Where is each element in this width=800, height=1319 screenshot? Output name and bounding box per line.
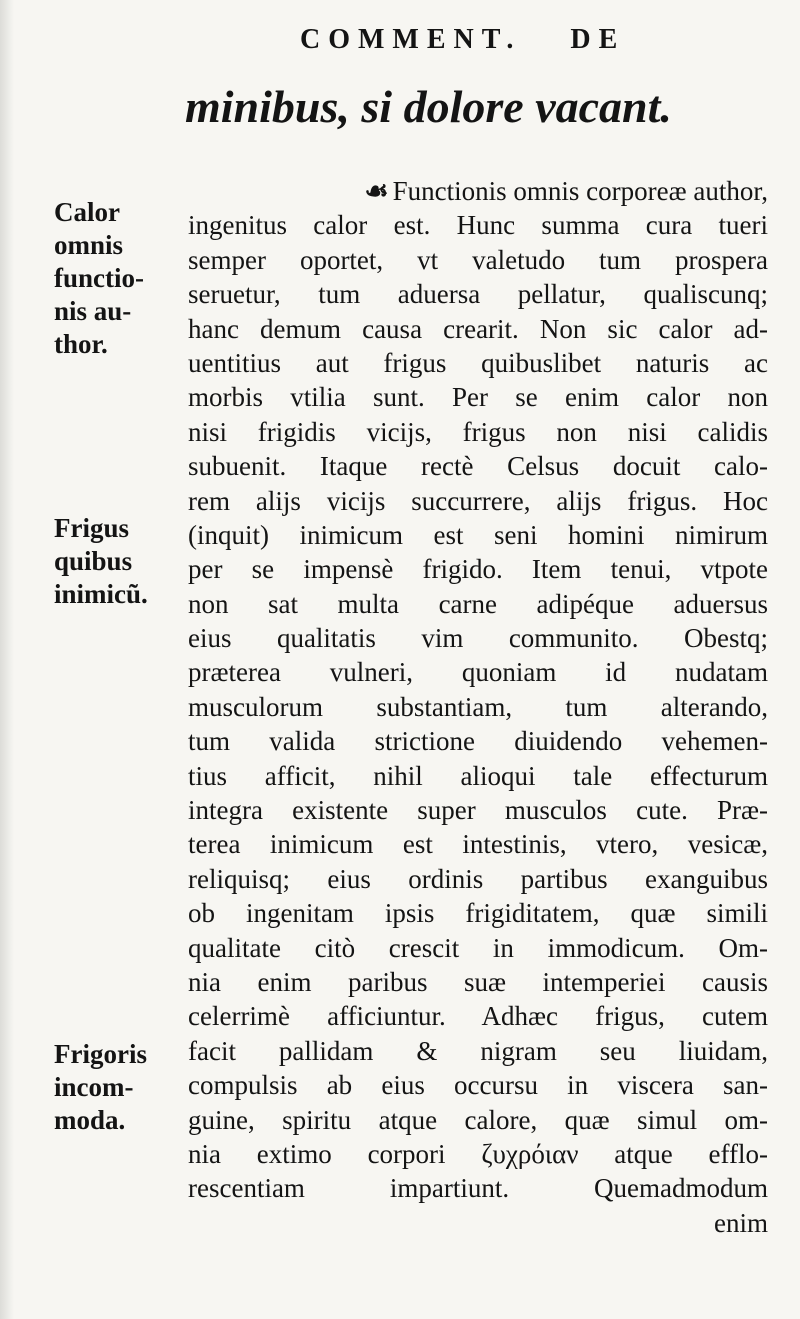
body-line: eius qualitatis vim communito. Obestq; xyxy=(188,623,768,654)
margin-note-line: omnis xyxy=(54,230,124,260)
margin-note-line: inimicũ. xyxy=(54,579,148,609)
running-head-catchword: DE xyxy=(570,24,626,55)
margin-note-line: incom- xyxy=(54,1072,134,1102)
body-line: hanc demum causa crearit. Non sic calor ad- xyxy=(188,313,768,344)
body-line: nisi frigidis vicijs, frigus non nisi calidis xyxy=(188,416,768,447)
body-line: facit pallidam & nigram seu liuidam, xyxy=(188,1035,768,1066)
page-title: minibus, si dolore vacant. xyxy=(185,81,672,132)
margin-note-frigus xyxy=(54,512,180,611)
body-line: rem alijs vicijs succurrere, alijs frigus. Hoc xyxy=(188,485,768,516)
body-line: per se impensè frigido. Item tenui, vtpote xyxy=(188,554,768,585)
body-text xyxy=(188,174,768,1240)
running-head-text: COMMENT. xyxy=(300,24,522,55)
body-line: semper oportet, vt valetudo tum prospera xyxy=(188,244,768,275)
fleuron-icon: ☙ xyxy=(364,176,389,206)
body-line: terea inimicum est intestinis, vtero, vesicæ, xyxy=(188,829,768,860)
body-line xyxy=(188,174,768,208)
body-line: nia extimo corpori ζυχρόιαν atque efflo- xyxy=(188,1138,768,1169)
body-line: præterea vulneri, quoniam id nudatam xyxy=(188,657,768,688)
margin-note-line: Calor xyxy=(54,197,120,227)
margin-note-frigoris xyxy=(54,1038,180,1137)
margin-note-line: moda. xyxy=(54,1105,126,1135)
margin-note-line: functio- xyxy=(54,263,144,293)
body-line: guine, spiritu atque calore, quæ simul om- xyxy=(188,1104,768,1135)
body-line: non sat multa carne adipéque aduersus xyxy=(188,588,768,619)
body-line: qualitate citò crescit in immodicum. Om- xyxy=(188,932,768,963)
margin-note-line: Frigoris xyxy=(54,1039,147,1069)
margin-note-line: Frigus xyxy=(54,513,130,543)
body-line: morbis vtilia sunt. Per se enim calor non xyxy=(188,382,768,413)
body-line: tum valida strictione diuidendo vehemen- xyxy=(188,726,768,757)
body-line: subuenit. Itaque rectè Celsus docuit calo- xyxy=(188,451,768,482)
body-line: celerrimè afficiuntur. Adhæc frigus, cutem xyxy=(188,1001,768,1032)
body-line: ingenitus calor est. Hunc summa cura tueri xyxy=(188,210,768,241)
body-line: seruetur, tum aduersa pellatur, qualiscunq; xyxy=(188,279,768,310)
body-line-text: Functionis omnis corporeæ author, xyxy=(392,176,768,206)
body-line: tius afficit, nihil alioqui tale effecturum xyxy=(188,760,768,791)
body-line: rescentiam impartiunt. Quemadmodum xyxy=(188,1173,768,1204)
margin-note-line: nis au- xyxy=(54,296,132,326)
body-line: (inquit) inimicum est seni homini nimirum xyxy=(188,519,768,550)
body-line: musculorum substantiam, tum alterando, xyxy=(188,691,768,722)
body-line: compulsis ab eius occursu in viscera san- xyxy=(188,1070,768,1101)
running-head xyxy=(300,24,660,56)
body-line: integra existente super musculos cute. Præ- xyxy=(188,795,768,826)
margin-note-calor xyxy=(54,196,180,361)
body-line: ob ingenitam ipsis frigiditatem, quæ simili xyxy=(188,898,768,929)
body-line: reliquisq; eius ordinis partibus exanguibus xyxy=(188,863,768,894)
margin-note-line: quibus xyxy=(54,546,133,576)
body-line: uentitius aut frigus quibuslibet naturis ac xyxy=(188,347,768,378)
catchword: enim xyxy=(714,1207,768,1238)
body-line: nia enim paribus suæ intemperiei causis xyxy=(188,966,768,997)
margin-note-line: thor. xyxy=(54,329,108,359)
